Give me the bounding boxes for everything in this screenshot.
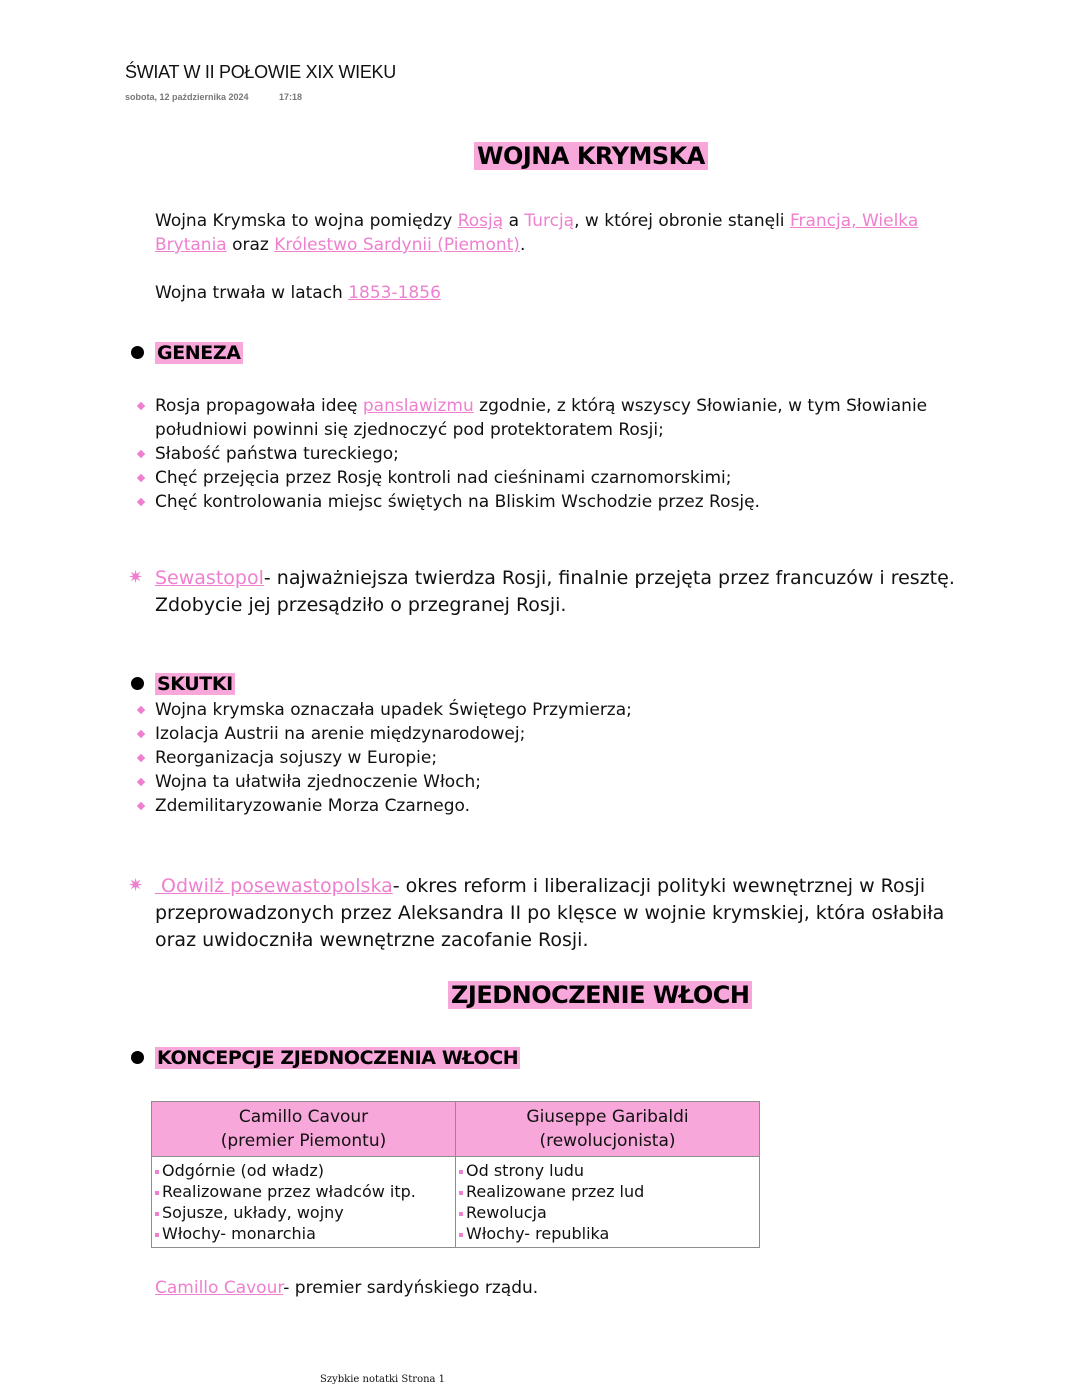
thaw-paragraph <box>155 873 1055 954</box>
star-bullet-icon: ✷ <box>128 567 144 588</box>
star-bullet-icon: ✷ <box>128 875 144 896</box>
link-sardinia[interactable]: Królestwo Sardynii (Piemont) <box>274 235 520 255</box>
list-item-text: Chęć kontrolowania miejsc świętych na Bliskim Wschodzie przez Rosję. <box>155 492 760 512</box>
intro-line-2 <box>155 233 1015 257</box>
concepts-heading: KONCEPCJE ZJEDNOCZENIA WŁOCH <box>157 1047 519 1069</box>
header-name: Giuseppe Garibaldi <box>526 1107 689 1127</box>
square-bullet-icon <box>459 1233 463 1237</box>
cell-item <box>155 1160 451 1181</box>
link-years[interactable]: 1853-1856 <box>348 283 441 303</box>
bullet-dot-icon <box>131 677 144 690</box>
link-cavour[interactable]: Camillo Cavour <box>155 1278 284 1298</box>
diamond-bullet-icon <box>137 730 145 738</box>
square-bullet-icon <box>459 1170 463 1174</box>
cavour-note-text: - premier sardyńskiego rządu. <box>283 1278 539 1298</box>
list-item <box>155 794 955 818</box>
header-role: (premier Piemontu) <box>220 1131 387 1151</box>
geneza-list <box>155 394 1025 514</box>
skutki-heading-wrap <box>155 670 235 698</box>
intro-text: oraz <box>226 235 275 255</box>
cell-item <box>155 1181 451 1202</box>
list-item <box>155 722 955 746</box>
list-item-text: Chęć przejęcia przez Rosję kontroli nad cieśninami czarnomorskimi; <box>155 468 732 488</box>
list-item-text: południowi powinni się zjednoczyć pod protektoratem Rosji; <box>155 420 664 440</box>
table-header-cavour <box>152 1102 456 1157</box>
bullet-dot-icon <box>131 346 144 359</box>
diamond-bullet-icon <box>137 498 145 506</box>
cell-item-text: Sojusze, układy, wojny <box>162 1203 344 1222</box>
diamond-bullet-icon <box>137 706 145 714</box>
square-bullet-icon <box>459 1212 463 1216</box>
table-row <box>152 1157 760 1248</box>
square-bullet-icon <box>155 1191 159 1195</box>
cell-item <box>459 1223 755 1244</box>
list-item-text: Rosja propagowała ideę <box>155 396 363 416</box>
list-item <box>155 698 955 722</box>
geneza-heading: GENEZA <box>157 342 241 364</box>
square-bullet-icon <box>155 1233 159 1237</box>
italy-heading-wrap <box>448 978 752 1012</box>
list-item <box>155 770 955 794</box>
duration-text: Wojna trwała w latach <box>155 283 349 303</box>
cell-item-text: Włochy- republika <box>466 1224 610 1243</box>
list-item-text: Wojna krymska oznaczała upadek Świętego Przymierza; <box>155 700 632 720</box>
sevastopol-line-2: Zdobycie jej przesądziło o przegranej Rosji. <box>155 594 567 616</box>
intro-text: Wojna Krymska to wojna pomiędzy <box>155 211 458 231</box>
thaw-line-2: przeprowadzonych przez Aleksandra II po klęsce w wojnie krymskiej, która osłabiła <box>155 902 945 924</box>
list-item <box>155 490 1025 514</box>
cell-item-text: Od strony ludu <box>466 1161 585 1180</box>
list-item-text: Reorganizacja sojuszy w Europie; <box>155 748 438 768</box>
cavour-note <box>155 1276 538 1300</box>
list-item <box>155 442 1025 466</box>
square-bullet-icon <box>155 1170 159 1174</box>
page-date: sobota, 12 października 2024 <box>125 92 249 102</box>
thaw-line-3: oraz uwidoczniła wewnętrzne zacofanie Rosji. <box>155 929 589 951</box>
page-time: 17:18 <box>279 92 303 102</box>
geneza-heading-wrap <box>155 339 243 367</box>
crimean-war-heading: WOJNA KRYMSKA <box>474 142 708 170</box>
concepts-heading-wrap <box>155 1044 520 1072</box>
table-cell-cavour <box>152 1157 456 1248</box>
cell-item-text: Włochy- monarchia <box>162 1224 316 1243</box>
square-bullet-icon <box>155 1212 159 1216</box>
cell-item <box>155 1223 451 1244</box>
list-item-text: Izolacja Austrii na arenie międzynarodowej; <box>155 724 526 744</box>
sevastopol-line-1 <box>155 565 1055 592</box>
cell-item <box>459 1202 755 1223</box>
thaw-line-1 <box>155 873 1055 900</box>
diamond-bullet-icon <box>137 754 145 762</box>
table-header-row <box>152 1102 760 1157</box>
intro-text: . <box>519 235 526 255</box>
link-panslavism[interactable]: panslawizmu <box>362 396 474 416</box>
cell-item <box>459 1160 755 1181</box>
table-cell-garibaldi <box>456 1157 760 1248</box>
link-russia[interactable]: Rosją <box>457 211 504 231</box>
header-role: (rewolucjonista) <box>539 1131 676 1151</box>
skutki-list <box>155 698 955 818</box>
cell-item <box>459 1181 755 1202</box>
intro-text: a <box>503 211 525 231</box>
cell-item-text: Odgórnie (od władz) <box>162 1161 325 1180</box>
link-france-uk[interactable]: Francja, Wielka <box>789 211 919 231</box>
header-name: Camillo Cavour <box>238 1107 369 1127</box>
diamond-bullet-icon <box>137 778 145 786</box>
list-item <box>155 394 1025 442</box>
sevastopol-paragraph <box>155 565 1055 619</box>
crimean-war-heading-wrap <box>474 139 708 173</box>
thaw-text: - okres reform i liberalizacji polityki wewnętrznej w Rosji <box>392 875 926 897</box>
table-header-garibaldi <box>456 1102 760 1157</box>
sevastopol-text: - najważniejsza twierdza Rosji, finalnie przejęta przez francuzów i resztę. <box>263 567 955 589</box>
list-item-text: zgodnie, z którą wszyscy Słowianie, w tym Słowianie <box>473 396 928 416</box>
diamond-bullet-icon <box>137 474 145 482</box>
list-item <box>155 466 1025 490</box>
diamond-bullet-icon <box>137 802 145 810</box>
diamond-bullet-icon <box>137 450 145 458</box>
link-britain[interactable]: Brytania <box>155 235 227 255</box>
intro-paragraph <box>155 209 1015 257</box>
concepts-table <box>151 1101 760 1248</box>
cell-item-text: Rewolucja <box>466 1203 547 1222</box>
cell-item <box>155 1202 451 1223</box>
cell-item-text: Realizowane przez lud <box>466 1182 645 1201</box>
link-turkey[interactable]: Turcją <box>524 211 575 231</box>
bullet-dot-icon <box>131 1051 144 1064</box>
list-item-text: Wojna ta ułatwiła zjednoczenie Włoch; <box>155 772 482 792</box>
square-bullet-icon <box>459 1191 463 1195</box>
list-item-text: Słabość państwa tureckiego; <box>155 444 399 464</box>
list-item-text: Zdemilitaryzowanie Morza Czarnego. <box>155 796 470 816</box>
diamond-bullet-icon <box>137 402 145 410</box>
link-sevastopol[interactable]: Sewastopol <box>155 567 264 589</box>
war-duration <box>155 281 441 305</box>
page-title: ŚWIAT W II POŁOWIE XIX WIEKU <box>125 62 396 82</box>
page-footer: Szybkie notatki Strona 1 <box>320 1374 446 1385</box>
intro-text: , w której obronie stanęli <box>574 211 790 231</box>
link-thaw[interactable]: Odwilż posewastopolska <box>155 875 393 897</box>
cell-item-text: Realizowane przez władców itp. <box>162 1182 416 1201</box>
intro-line-1 <box>155 209 1015 233</box>
skutki-heading: SKUTKI <box>157 673 233 695</box>
italy-heading: ZJEDNOCZENIE WŁOCH <box>448 981 752 1009</box>
list-item <box>155 746 955 770</box>
